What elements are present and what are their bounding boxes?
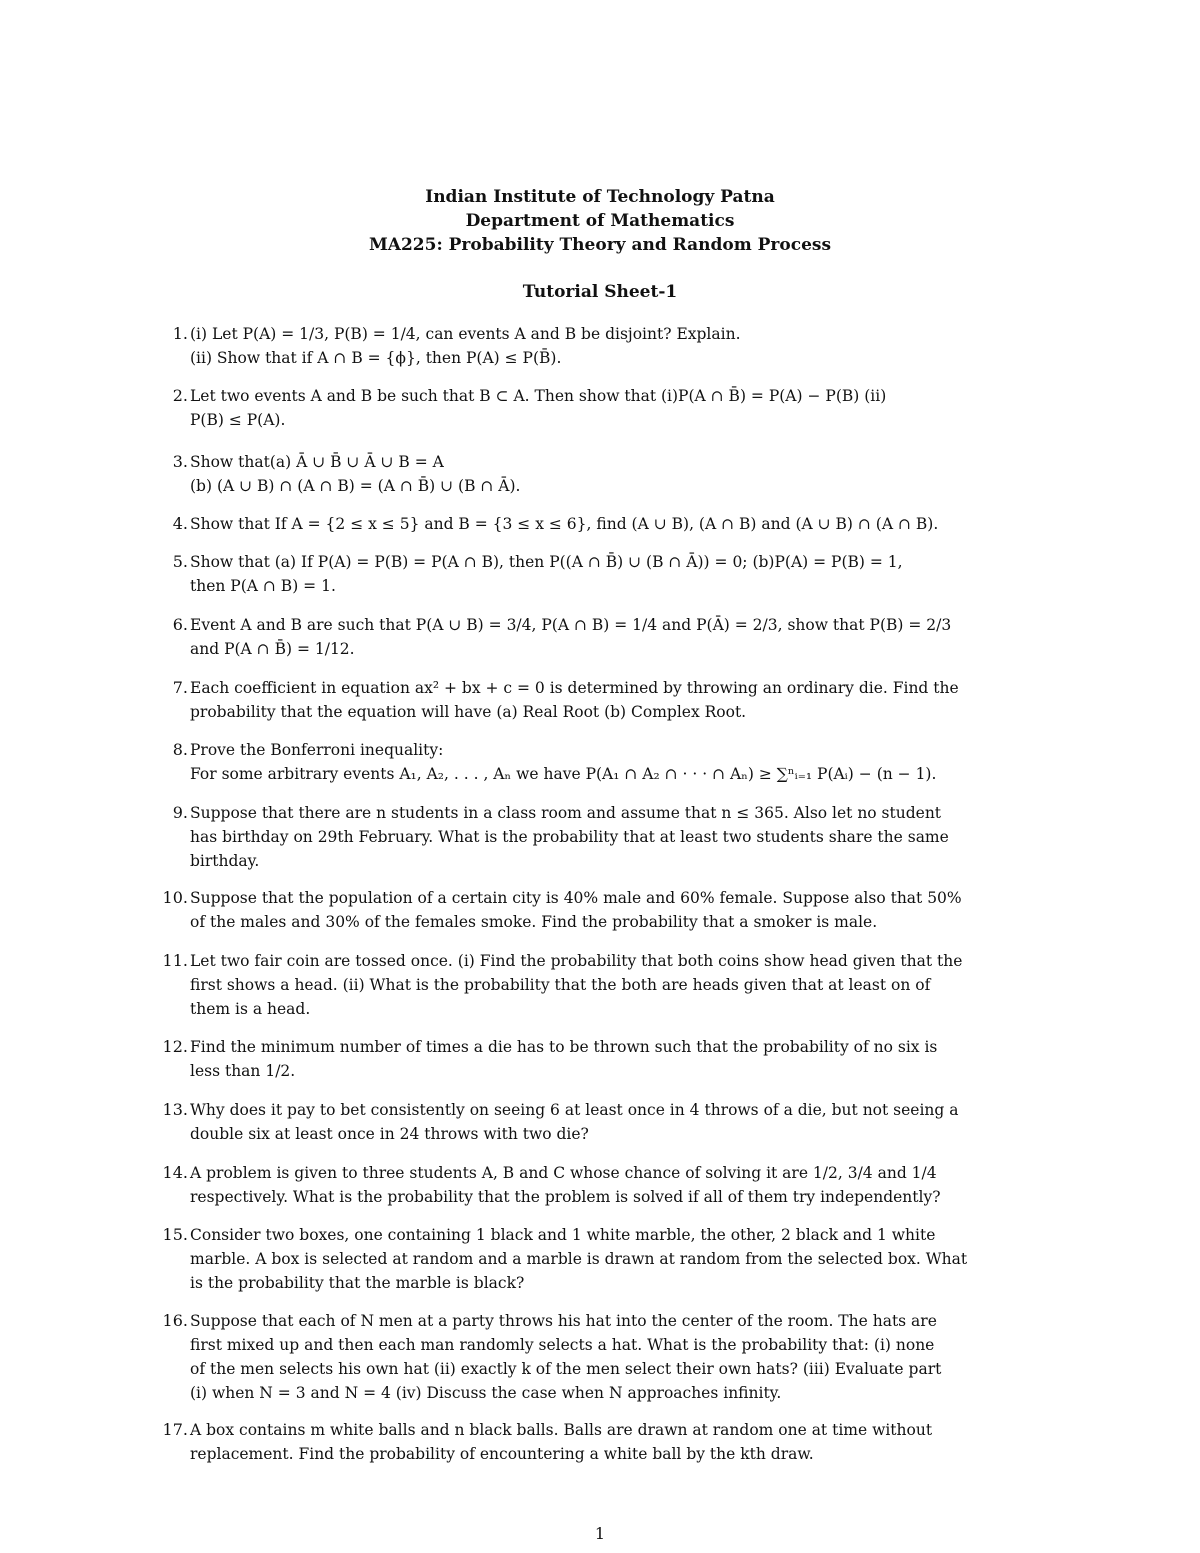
problem-number: 3.: [172, 452, 188, 471]
sheet-title: Tutorial Sheet-1: [522, 282, 678, 302]
document-header: [0, 185, 1200, 257]
problem-line: P(B) ≤ P(A).: [190, 411, 286, 429]
problem-line: marble. A box is selected at random and a marble is drawn at random from the selected box. What: [190, 1250, 968, 1268]
problem-number: 15.: [162, 1225, 188, 1244]
problem-number: 8.: [172, 740, 188, 759]
problem-text: [190, 801, 1035, 873]
problem-line: respectively. What is the probability that the problem is solved if all of them try independently?: [190, 1188, 941, 1206]
problem-number: 16.: [162, 1311, 188, 1330]
problem-line: them is a head.: [190, 1000, 311, 1018]
problem-line: A box contains m white balls and n black balls. Balls are drawn at random one at time without: [190, 1421, 933, 1439]
problem-line: Suppose that each of N men at a party throws his hat into the center of the room. The hats are: [190, 1312, 937, 1330]
problem-text: [190, 613, 1035, 661]
problem-line: Suppose that there are n students in a class room and assume that n ≤ 365. Also let no student: [190, 804, 942, 822]
problem-text: [190, 450, 1035, 498]
problem-text: [190, 512, 1035, 536]
problem-line: less than 1/2.: [190, 1062, 296, 1080]
problem-line: is the probability that the marble is black?: [190, 1274, 525, 1292]
problem-text: [190, 738, 1035, 786]
problem-line: first shows a head. (ii) What is the probability that the both are heads given that at least on of: [190, 976, 931, 994]
problem-line: (i) when N = 3 and N = 4 (iv) Discuss the case when N approaches infinity.: [190, 1384, 782, 1402]
problem-line: Why does it pay to bet consistently on seeing 6 at least once in 4 throws of a die, but not seeing a: [190, 1101, 959, 1119]
problem-line: and P(A ∩ B̄) = 1/12.: [190, 640, 355, 658]
problem-line: Suppose that the population of a certain city is 40% male and 60% female. Suppose also that 50%: [190, 889, 962, 907]
problem-line: Find the minimum number of times a die has to be thrown such that the probability of no six is: [190, 1038, 938, 1056]
problem-line: Consider two boxes, one containing 1 black and 1 white marble, the other, 2 black and 1 white: [190, 1226, 936, 1244]
institute-name: Indian Institute of Technology Patna: [425, 187, 775, 207]
problem-line: (b) (A ∪ B) ∩ (A ∩ B) = (A ∩ B̄) ∪ (B ∩ Ā).: [190, 477, 521, 495]
problem-line: A problem is given to three students A, B and C whose chance of solving it are 1/2, 3/4 and 1/4: [190, 1164, 937, 1182]
problem-line: probability that the equation will have (a) Real Root (b) Complex Root.: [190, 703, 747, 721]
problem-line: Each coefficient in equation ax² + bx + c = 0 is determined by throwing an ordinary die. Find the: [190, 679, 959, 697]
problem-text: [190, 1098, 1035, 1146]
problem-number: 14.: [162, 1163, 188, 1182]
problem-number: 10.: [162, 888, 188, 907]
problem-line: replacement. Find the probability of encountering a white ball by the kth draw.: [190, 1445, 814, 1463]
problem-line: of the males and 30% of the females smoke. Find the probability that a smoker is male.: [190, 913, 878, 931]
problem-text: [190, 949, 1035, 1021]
problem-line: of the men selects his own hat (ii) exactly k of the men select their own hats? (iii) Evaluate part: [190, 1360, 942, 1378]
problem-number: 12.: [162, 1037, 188, 1056]
problem-number: 2.: [172, 386, 188, 405]
problem-number: 5.: [172, 552, 188, 571]
problem-number: 11.: [162, 951, 188, 970]
problem-line: Show that (a) If P(A) = P(B) = P(A ∩ B), then P((A ∩ B̄) ∪ (B ∩ Ā)) = 0; (b)P(A) = P(B) = 1,: [190, 553, 903, 571]
problem-number: 13.: [162, 1100, 188, 1119]
problem-text: [190, 322, 1035, 370]
problem-number: 7.: [172, 678, 188, 697]
course-title: MA225: Probability Theory and Random Process: [368, 235, 832, 255]
problem-line: (i) Let P(A) = 1/3, P(B) = 1/4, can events A and B be disjoint? Explain.: [190, 325, 741, 343]
problem-number: 6.: [172, 615, 188, 634]
problem-line: Prove the Bonferroni inequality:: [190, 741, 444, 759]
problem-line: Show that If A = {2 ≤ x ≤ 5} and B = {3 ≤ x ≤ 6}, find (A ∪ B), (A ∩ B) and (A ∪ B) ∩ (A ∩ B).: [190, 515, 939, 533]
problem-line: Let two events A and B be such that B ⊂ A. Then show that (i)P(A ∩ B̄) = P(A) − P(B) (ii): [190, 387, 887, 405]
problem-text: [190, 550, 1035, 598]
problem-line: then P(A ∩ B) = 1.: [190, 577, 336, 595]
problem-text: [190, 1223, 1035, 1295]
problem-line: Show that(a) Ā ∪ B̄ ∪ Ā ∪ B = A: [190, 453, 444, 471]
problem-text: [190, 676, 1035, 724]
problem-text: [190, 886, 1035, 934]
problem-line: For some arbitrary events A₁, A₂, . . . , Aₙ we have P(A₁ ∩ A₂ ∩ · · · ∩ Aₙ) ≥ ∑ⁿᵢ₌₁ P(Aᵢ) − (n − 1).: [190, 765, 937, 783]
problem-text: [190, 1418, 1035, 1466]
problem-number: 17.: [162, 1420, 188, 1439]
problem-line: double six at least once in 24 throws with two die?: [190, 1125, 589, 1143]
problem-text: [190, 384, 1035, 432]
department-name: Department of Mathematics: [465, 211, 735, 231]
problem-line: (ii) Show that if A ∩ B = {ϕ}, then P(A) ≤ P(B̄).: [190, 349, 562, 367]
problem-line: first mixed up and then each man randomly selects a hat. What is the probability that: (i) none: [190, 1336, 935, 1354]
problem-text: [190, 1309, 1035, 1405]
page-number: 1: [594, 1524, 606, 1543]
problem-text: [190, 1161, 1035, 1209]
problem-line: has birthday on 29th February. What is the probability that at least two students share the same: [190, 828, 949, 846]
problem-line: Event A and B are such that P(A ∪ B) = 3/4, P(A ∩ B) = 1/4 and P(Ā) = 2/3, show that P(B) = 2/3: [190, 616, 952, 634]
problem-number: 9.: [172, 803, 188, 822]
problem-number: 1.: [172, 324, 188, 343]
problem-line: birthday.: [190, 852, 260, 870]
problem-text: [190, 1035, 1035, 1083]
problem-number: 4.: [172, 514, 188, 533]
problem-line: Let two fair coin are tossed once. (i) Find the probability that both coins show head given that the: [190, 952, 963, 970]
